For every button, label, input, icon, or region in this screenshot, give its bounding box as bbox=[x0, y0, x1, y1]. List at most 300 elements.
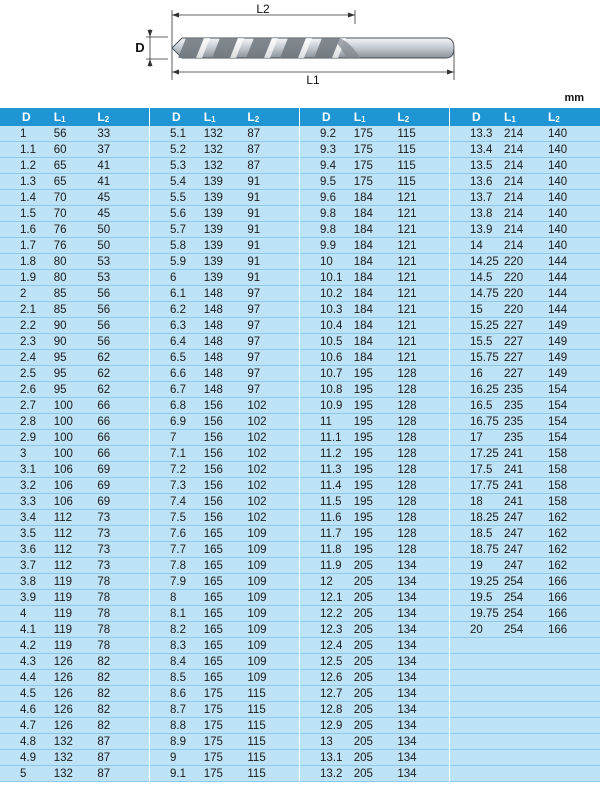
table-row bbox=[300, 590, 449, 606]
table-column bbox=[150, 108, 300, 782]
cell-l2: 140 bbox=[548, 127, 568, 140]
cell-l2: 66 bbox=[97, 447, 111, 460]
cell-l2: 154 bbox=[548, 399, 568, 412]
table-row bbox=[450, 734, 600, 750]
table-row bbox=[450, 206, 600, 222]
table-row bbox=[0, 606, 149, 622]
cell-d: 5.6 bbox=[170, 207, 186, 220]
cell-l1: 214 bbox=[504, 239, 524, 252]
cell-l1: 254 bbox=[504, 623, 524, 636]
cell-l1: 119 bbox=[53, 607, 73, 620]
cell-l2: 78 bbox=[97, 607, 111, 620]
cell-d: 10.6 bbox=[320, 351, 343, 364]
cell-l1: 65 bbox=[53, 175, 67, 188]
table-row bbox=[450, 270, 600, 286]
cell-l1: 205 bbox=[353, 575, 373, 588]
table-row bbox=[0, 590, 149, 606]
cell-d: 13.2 bbox=[320, 767, 343, 780]
cell-l2: 162 bbox=[548, 543, 568, 556]
table-row bbox=[450, 478, 600, 494]
cell-d: 17.5 bbox=[470, 463, 493, 476]
cell-d: 12.1 bbox=[320, 591, 343, 604]
cell-l2: 91 bbox=[247, 191, 261, 204]
cell-l2: 158 bbox=[548, 463, 568, 476]
table-row bbox=[150, 318, 299, 334]
cell-l1: 195 bbox=[353, 447, 373, 460]
header-l1: $L_1$ bbox=[53, 110, 66, 124]
cell-l1: 106 bbox=[53, 463, 73, 476]
cell-d: 3.2 bbox=[20, 479, 36, 492]
cell-l2: 109 bbox=[247, 623, 267, 636]
cell-l2: 144 bbox=[548, 287, 568, 300]
cell-l1: 254 bbox=[504, 607, 524, 620]
table-row bbox=[450, 766, 600, 782]
cell-d: 11.6 bbox=[320, 511, 342, 524]
table-row bbox=[150, 638, 299, 654]
cell-d: 11.9 bbox=[320, 559, 342, 572]
cell-d: 7.9 bbox=[170, 575, 186, 588]
table-row bbox=[300, 206, 449, 222]
table-row bbox=[150, 654, 299, 670]
cell-d: 15.75 bbox=[470, 351, 499, 364]
cell-l2: 115 bbox=[247, 735, 266, 748]
cell-l2: 134 bbox=[397, 559, 417, 572]
cell-l2: 87 bbox=[247, 159, 261, 172]
table-row bbox=[150, 430, 299, 446]
table-row bbox=[300, 222, 449, 238]
cell-l2: 109 bbox=[247, 591, 267, 604]
cell-l2: 102 bbox=[247, 495, 267, 508]
cell-d: 6.7 bbox=[170, 383, 186, 396]
table-row bbox=[150, 734, 299, 750]
cell-l2: 115 bbox=[397, 127, 416, 140]
cell-l1: 214 bbox=[504, 127, 524, 140]
table-row bbox=[0, 414, 149, 430]
cell-d: 10.7 bbox=[320, 367, 343, 380]
cell-d: 9 bbox=[170, 751, 177, 764]
cell-l2: 115 bbox=[247, 703, 266, 716]
cell-d: 16.25 bbox=[470, 383, 499, 396]
cell-l1: 247 bbox=[504, 511, 524, 524]
cell-d: 20 bbox=[470, 623, 483, 636]
table-row bbox=[0, 526, 149, 542]
cell-d: 12.9 bbox=[320, 719, 343, 732]
cell-l2: 140 bbox=[548, 159, 568, 172]
table-row bbox=[150, 510, 299, 526]
table-row bbox=[150, 126, 299, 142]
cell-l1: 132 bbox=[53, 751, 73, 764]
cell-l1: 156 bbox=[203, 431, 223, 444]
cell-d: 10.2 bbox=[320, 287, 343, 300]
cell-l2: 115 bbox=[247, 719, 266, 732]
cell-l2: 109 bbox=[247, 575, 267, 588]
table-row bbox=[150, 190, 299, 206]
cell-l1: 220 bbox=[504, 303, 524, 316]
table-row bbox=[150, 142, 299, 158]
table-row bbox=[150, 526, 299, 542]
cell-l2: 109 bbox=[247, 607, 267, 620]
table-row bbox=[450, 446, 600, 462]
cell-l1: 175 bbox=[203, 703, 223, 716]
cell-l2: 121 bbox=[397, 223, 417, 236]
table-row bbox=[300, 446, 449, 462]
table-row bbox=[150, 382, 299, 398]
table-row bbox=[450, 126, 600, 142]
cell-l2: 56 bbox=[97, 319, 111, 332]
cell-d: 11.5 bbox=[320, 495, 342, 508]
cell-l1: 106 bbox=[53, 495, 73, 508]
cell-d: 4.1 bbox=[20, 623, 36, 636]
cell-l1: 106 bbox=[53, 479, 73, 492]
cell-l2: 102 bbox=[247, 463, 267, 476]
cell-l2: 140 bbox=[548, 175, 568, 188]
cell-l1: 60 bbox=[53, 143, 67, 156]
cell-d: 8 bbox=[170, 591, 177, 604]
cell-l2: 97 bbox=[247, 335, 261, 348]
cell-l1: 100 bbox=[53, 447, 73, 460]
table-row bbox=[300, 718, 449, 734]
cell-l1: 139 bbox=[203, 223, 223, 236]
cell-l2: 158 bbox=[548, 447, 568, 460]
table-row bbox=[0, 478, 149, 494]
cell-d: 9.6 bbox=[320, 191, 336, 204]
table-row bbox=[300, 158, 449, 174]
cell-l1: 100 bbox=[53, 431, 73, 444]
table-row bbox=[150, 334, 299, 350]
cell-l1: 112 bbox=[53, 543, 73, 556]
cell-d: 12.4 bbox=[320, 639, 343, 652]
cell-l2: 109 bbox=[247, 527, 267, 540]
unit-label: mm bbox=[564, 92, 584, 104]
cell-l1: 56 bbox=[53, 127, 67, 140]
cell-l2: 62 bbox=[97, 367, 111, 380]
cell-l2: 109 bbox=[247, 655, 267, 668]
table-row bbox=[300, 494, 449, 510]
table-row bbox=[300, 270, 449, 286]
cell-d: 12.5 bbox=[320, 655, 343, 668]
table-row bbox=[450, 302, 600, 318]
cell-l1: 184 bbox=[353, 191, 373, 204]
table-row bbox=[0, 398, 149, 414]
cell-l2: 166 bbox=[548, 575, 568, 588]
cell-l2: 128 bbox=[397, 367, 417, 380]
cell-l1: 214 bbox=[504, 143, 524, 156]
cell-l2: 144 bbox=[548, 271, 568, 284]
cell-l1: 119 bbox=[53, 623, 73, 636]
table-row bbox=[450, 174, 600, 190]
cell-d: 12.2 bbox=[320, 607, 343, 620]
cell-d: 10.8 bbox=[320, 383, 343, 396]
cell-d: 10.1 bbox=[320, 271, 343, 284]
cell-l1: 139 bbox=[203, 239, 223, 252]
cell-l1: 227 bbox=[504, 319, 524, 332]
cell-l2: 62 bbox=[97, 383, 111, 396]
cell-l2: 115 bbox=[397, 175, 416, 188]
cell-l1: 148 bbox=[203, 303, 223, 316]
cell-l1: 148 bbox=[203, 351, 223, 364]
cell-l1: 247 bbox=[504, 559, 524, 572]
cell-d: 10.3 bbox=[320, 303, 343, 316]
cell-d: 1.7 bbox=[20, 239, 36, 252]
cell-d: 10.4 bbox=[320, 319, 343, 332]
table-row bbox=[150, 350, 299, 366]
cell-l1: 214 bbox=[504, 191, 524, 204]
label-d: D bbox=[135, 40, 145, 55]
table-row bbox=[450, 750, 600, 766]
cell-d: 18.5 bbox=[470, 527, 493, 540]
cell-l1: 184 bbox=[353, 239, 373, 252]
cell-l1: 95 bbox=[53, 367, 67, 380]
cell-d: 14.75 bbox=[470, 287, 499, 300]
table-row bbox=[0, 446, 149, 462]
cell-d: 9.9 bbox=[320, 239, 336, 252]
cell-l1: 195 bbox=[353, 511, 373, 524]
cell-l1: 205 bbox=[353, 591, 373, 604]
table-row bbox=[0, 622, 149, 638]
cell-l1: 184 bbox=[353, 351, 373, 364]
table-row bbox=[0, 126, 149, 142]
cell-d: 14.25 bbox=[470, 255, 499, 268]
svg-text:L2 bbox=[256, 2, 270, 16]
cell-d: 5.5 bbox=[170, 191, 186, 204]
table-row bbox=[0, 542, 149, 558]
cell-d: 6.2 bbox=[170, 303, 186, 316]
table-row bbox=[0, 254, 149, 270]
cell-l1: 205 bbox=[353, 655, 373, 668]
cell-d: 11.1 bbox=[320, 431, 342, 444]
table-row bbox=[0, 430, 149, 446]
cell-d: 8.9 bbox=[170, 735, 186, 748]
cell-d: 9.8 bbox=[320, 207, 336, 220]
table-row bbox=[450, 350, 600, 366]
table-row bbox=[450, 654, 600, 670]
cell-d: 19 bbox=[470, 559, 483, 572]
cell-d: 1.1 bbox=[20, 143, 36, 156]
cell-d: 17.75 bbox=[470, 479, 499, 492]
cell-d: 9.2 bbox=[320, 127, 336, 140]
cell-l2: 121 bbox=[397, 255, 417, 268]
cell-l2: 134 bbox=[397, 623, 417, 636]
cell-l2: 162 bbox=[548, 511, 568, 524]
cell-d: 5 bbox=[20, 767, 27, 780]
table-row bbox=[150, 478, 299, 494]
cell-l1: 165 bbox=[203, 607, 223, 620]
table-row bbox=[450, 254, 600, 270]
cell-l2: 128 bbox=[397, 399, 417, 412]
table-row bbox=[300, 398, 449, 414]
table-row bbox=[300, 542, 449, 558]
cell-l2: 109 bbox=[247, 559, 267, 572]
cell-d: 12.7 bbox=[320, 687, 343, 700]
table-row bbox=[0, 766, 149, 782]
cell-l1: 195 bbox=[353, 479, 373, 492]
cell-l2: 121 bbox=[397, 351, 417, 364]
cell-l2: 37 bbox=[97, 143, 111, 156]
cell-l1: 195 bbox=[353, 463, 373, 476]
cell-l2: 121 bbox=[397, 319, 417, 332]
cell-l2: 87 bbox=[97, 751, 111, 764]
cell-d: 4.5 bbox=[20, 687, 36, 700]
cell-l1: 175 bbox=[203, 735, 223, 748]
table-row bbox=[0, 238, 149, 254]
cell-l2: 82 bbox=[97, 687, 111, 700]
cell-l1: 195 bbox=[353, 399, 373, 412]
cell-l1: 126 bbox=[53, 671, 73, 684]
cell-l1: 156 bbox=[203, 511, 223, 524]
cell-l2: 154 bbox=[548, 431, 568, 444]
cell-l2: 128 bbox=[397, 415, 417, 428]
cell-l1: 254 bbox=[504, 591, 524, 604]
cell-l2: 121 bbox=[397, 191, 417, 204]
cell-l2: 144 bbox=[548, 255, 568, 268]
cell-l1: 85 bbox=[53, 303, 67, 316]
cell-d: 13.3 bbox=[470, 127, 493, 140]
cell-l1: 195 bbox=[353, 367, 373, 380]
cell-l2: 78 bbox=[97, 591, 111, 604]
cell-l1: 205 bbox=[353, 687, 373, 700]
table-row bbox=[0, 670, 149, 686]
cell-d: 16.5 bbox=[470, 399, 493, 412]
cell-l1: 241 bbox=[504, 447, 524, 460]
cell-l1: 175 bbox=[353, 175, 373, 188]
header-l2: $L_2$ bbox=[247, 110, 260, 124]
table-row bbox=[0, 270, 149, 286]
cell-l2: 140 bbox=[548, 223, 568, 236]
cell-l2: 82 bbox=[97, 671, 111, 684]
table-row bbox=[0, 686, 149, 702]
table-row bbox=[150, 398, 299, 414]
table-header bbox=[150, 108, 299, 126]
cell-l2: 53 bbox=[97, 271, 111, 284]
cell-l2: 91 bbox=[247, 239, 261, 252]
cell-d: 5.7 bbox=[170, 223, 186, 236]
table-row bbox=[300, 126, 449, 142]
cell-d: 4.3 bbox=[20, 655, 36, 668]
table-row bbox=[0, 734, 149, 750]
cell-l2: 128 bbox=[397, 543, 417, 556]
cell-l2: 56 bbox=[97, 303, 111, 316]
cell-l2: 53 bbox=[97, 255, 111, 268]
table-row bbox=[150, 462, 299, 478]
cell-d: 3.6 bbox=[20, 543, 36, 556]
cell-l2: 73 bbox=[97, 527, 111, 540]
cell-l1: 100 bbox=[53, 415, 73, 428]
cell-d: 8.4 bbox=[170, 655, 186, 668]
table-row bbox=[150, 718, 299, 734]
table-row bbox=[150, 766, 299, 782]
table-row bbox=[150, 590, 299, 606]
cell-l1: 184 bbox=[353, 271, 373, 284]
cell-l2: 78 bbox=[97, 623, 111, 636]
cell-l2: 82 bbox=[97, 655, 111, 668]
cell-l1: 165 bbox=[203, 639, 223, 652]
cell-d: 6 bbox=[170, 271, 177, 284]
cell-l2: 109 bbox=[247, 543, 267, 556]
cell-l2: 134 bbox=[397, 639, 417, 652]
cell-l2: 134 bbox=[397, 767, 417, 780]
cell-l2: 140 bbox=[548, 207, 568, 220]
table-row bbox=[450, 542, 600, 558]
cell-l1: 195 bbox=[353, 431, 373, 444]
cell-l2: 97 bbox=[247, 383, 261, 396]
table-row bbox=[450, 606, 600, 622]
cell-l1: 85 bbox=[53, 287, 67, 300]
cell-l1: 80 bbox=[53, 271, 67, 284]
table-row bbox=[150, 494, 299, 510]
table-row bbox=[150, 558, 299, 574]
table-row bbox=[150, 254, 299, 270]
cell-d: 10.9 bbox=[320, 399, 343, 412]
cell-l2: 69 bbox=[97, 463, 111, 476]
table-row bbox=[450, 510, 600, 526]
table-row bbox=[0, 366, 149, 382]
cell-d: 2.8 bbox=[20, 415, 36, 428]
cell-d: 13.9 bbox=[470, 223, 493, 236]
cell-l2: 144 bbox=[548, 303, 568, 316]
cell-l1: 175 bbox=[353, 127, 373, 140]
table-row bbox=[150, 446, 299, 462]
cell-l1: 126 bbox=[53, 655, 73, 668]
cell-l1: 156 bbox=[203, 495, 223, 508]
cell-l2: 134 bbox=[397, 671, 417, 684]
cell-l2: 91 bbox=[247, 207, 261, 220]
header-d: D bbox=[472, 110, 481, 124]
cell-d: 4 bbox=[20, 607, 27, 620]
cell-d: 19.75 bbox=[470, 607, 499, 620]
table-row bbox=[450, 318, 600, 334]
cell-l2: 91 bbox=[247, 271, 261, 284]
cell-l1: 126 bbox=[53, 719, 73, 732]
table-row bbox=[150, 670, 299, 686]
cell-d: 15.25 bbox=[470, 319, 499, 332]
cell-l2: 41 bbox=[97, 159, 111, 172]
cell-l2: 158 bbox=[548, 479, 568, 492]
table-row bbox=[450, 190, 600, 206]
table-header bbox=[0, 108, 149, 126]
table-row bbox=[150, 366, 299, 382]
cell-d: 4.2 bbox=[20, 639, 36, 652]
table-row bbox=[450, 638, 600, 654]
table-row bbox=[450, 558, 600, 574]
table-header bbox=[300, 108, 449, 126]
table-column-body bbox=[0, 126, 149, 782]
table-row bbox=[150, 158, 299, 174]
cell-l2: 62 bbox=[97, 351, 111, 364]
cell-l1: 165 bbox=[203, 591, 223, 604]
table-row bbox=[300, 670, 449, 686]
cell-l1: 205 bbox=[353, 719, 373, 732]
cell-d: 4.8 bbox=[20, 735, 36, 748]
cell-l1: 139 bbox=[203, 191, 223, 204]
cell-l1: 165 bbox=[203, 543, 223, 556]
cell-d: 12.3 bbox=[320, 623, 343, 636]
cell-d: 2.7 bbox=[20, 399, 36, 412]
cell-d: 5.3 bbox=[170, 159, 186, 172]
table-row bbox=[0, 574, 149, 590]
cell-l1: 112 bbox=[53, 559, 73, 572]
cell-l1: 195 bbox=[353, 543, 373, 556]
cell-d: 8.6 bbox=[170, 687, 186, 700]
cell-l2: 128 bbox=[397, 463, 417, 476]
cell-d: 13 bbox=[320, 735, 333, 748]
cell-l1: 184 bbox=[353, 255, 373, 268]
cell-l2: 121 bbox=[397, 207, 417, 220]
cell-l2: 66 bbox=[97, 415, 111, 428]
cell-l1: 148 bbox=[203, 287, 223, 300]
table-row bbox=[450, 494, 600, 510]
cell-d: 3 bbox=[20, 447, 27, 460]
cell-l2: 154 bbox=[548, 415, 568, 428]
